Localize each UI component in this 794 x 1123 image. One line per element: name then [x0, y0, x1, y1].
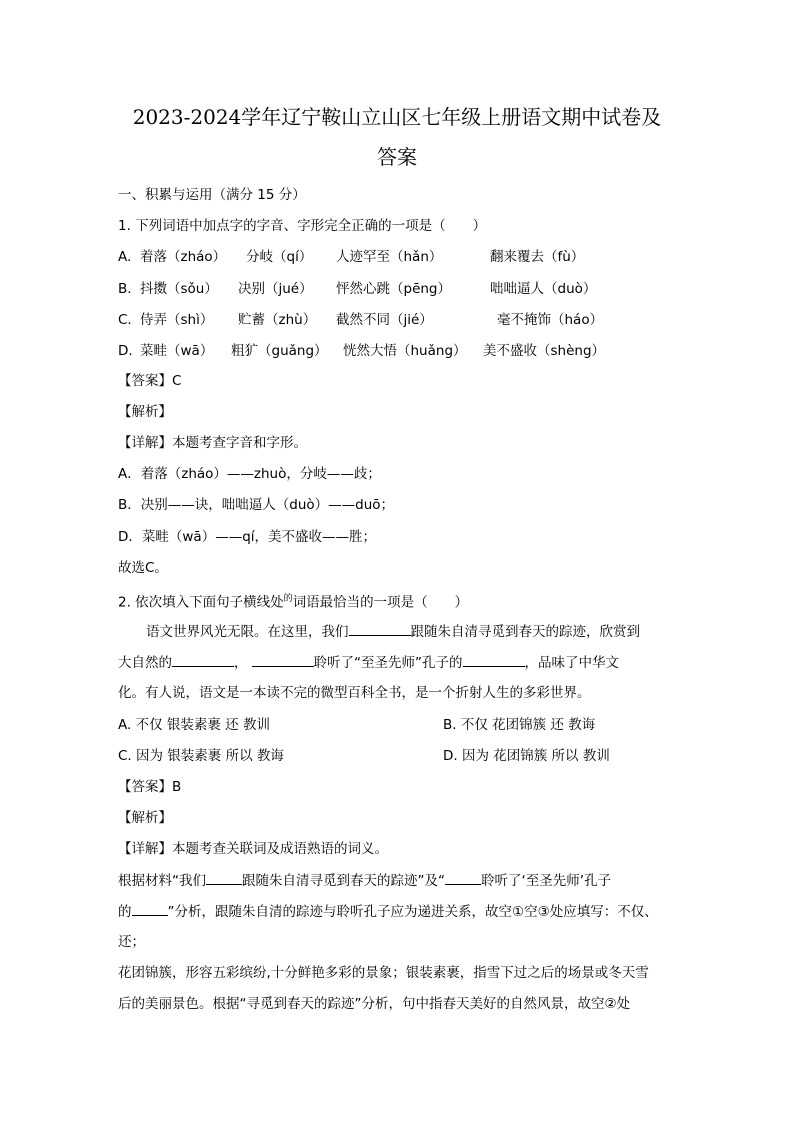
q2-detail: 【详解】本题考查关联词及成语熟语的词义。 — [118, 841, 388, 857]
q2-passage-line-1 — [146, 622, 640, 641]
q1-option-label: D. — [118, 343, 133, 359]
q2-option-c: C. 因为 银装素裹 所以 教诲 — [118, 748, 284, 764]
q1-detail-4: 故选C。 — [118, 560, 168, 576]
q1-option-item: 人迹罕至（hǎn） — [336, 249, 443, 265]
q2-stem-a: 2. 依次填入下面句子横线处 — [118, 594, 284, 611]
text: 语文世界风光无限。在这里，我们 — [146, 624, 349, 640]
q1-option-item: 怦然心跳（pēng） — [336, 281, 452, 297]
q2-explain-5: 后的美丽景色。根据“寻觅到春天的踪迹”分析，句中指春天美好的自然风景，故空②处 — [118, 996, 631, 1012]
q1-detail-2: B．决别——诀，咄咄逼人（duò）——duō； — [118, 497, 395, 513]
text: 聆听了“至圣先师”孔子的 — [313, 655, 463, 671]
q1-option-item: 着落（zháo） — [140, 249, 227, 265]
q1-detail-1: A．着落（zháo）——zhuò，分岐——歧； — [118, 466, 381, 482]
q2-answer: 【答案】B — [118, 779, 182, 795]
text: 聆听了‘至圣先师’孔子 — [481, 873, 612, 889]
q1-option-label: A. — [118, 249, 132, 265]
text: 根据材料“我们 — [118, 873, 206, 889]
q1-option-item: 菜畦（wā） — [140, 343, 214, 359]
title-line-2: 答案 — [377, 145, 417, 169]
q1-detail-0: 【详解】本题考查字音和字形。 — [118, 435, 307, 451]
q1-option-item: 侍弄（shì） — [140, 312, 214, 328]
q1-option-item: 分岐（qí） — [246, 249, 313, 265]
q1-option-item: 翻来覆去（fù） — [490, 249, 585, 265]
blank-1 — [349, 622, 411, 636]
q1-option-item: 抖擞（sǒu） — [140, 281, 218, 297]
blank — [206, 871, 242, 885]
title-line-1: 2023-2024学年辽宁鞍山立山区七年级上册语文期中试卷及 — [132, 105, 662, 129]
text: ，品味了中华文 — [524, 655, 619, 671]
q1-option-item: 贮蓄（zhù） — [238, 312, 317, 328]
q2-analysis: 【解析】 — [118, 810, 172, 826]
q2-explain-4: 花团锦簇，形容五彩缤纷,十分鲜艳多彩的景象；银装素裹，指雪下过之后的场景或冬天雪 — [118, 965, 649, 981]
blank-4 — [463, 653, 525, 667]
q2-passage-line-3: 化。有人说，语文是一本读不完的微型百科全书，是一个折射人生的多彩世界。 — [118, 685, 591, 701]
q1-option-item: 截然不同（jié） — [336, 312, 433, 328]
q1-option-label: C. — [118, 312, 132, 328]
text: 跟随朱自清寻觅到春天的踪迹，欣赏到 — [410, 624, 640, 640]
blank-2 — [172, 653, 234, 667]
q1-option-item: 咄咄逼人（duò） — [490, 281, 597, 297]
q1-answer: 【答案】C — [118, 373, 182, 389]
q2-explain-3: 还； — [118, 934, 145, 950]
text: 跟随朱自清寻觅到春天的踪迹”及“ — [242, 873, 445, 889]
text: ， — [234, 655, 248, 671]
blank — [132, 902, 168, 916]
q1-analysis: 【解析】 — [118, 404, 172, 420]
text: ”分析，跟随朱自清的踪迹与聆听孔子应为递进关系，故空①空③处应填写：不仅、 — [167, 904, 658, 920]
q1-option-item: 恍然大悟（huǎng） — [343, 343, 467, 359]
q1-stem: 1. 下列词语中加点字的字音、字形完全正确的一项是（ ） — [118, 218, 487, 234]
q1-option-item: 毫不掩饰（háo） — [497, 312, 604, 328]
section-heading: 一、积累与运用（满分 15 分） — [118, 187, 306, 203]
q1-option-item: 粗犷（guǎng） — [231, 343, 328, 359]
q2-stem-b: 词语最恰当的一项是（ ） — [292, 594, 469, 611]
q2-option-b: B. 不仅 花团锦簇 还 教诲 — [443, 717, 596, 733]
q2-explain-1 — [118, 871, 611, 890]
text: 的 — [118, 904, 132, 920]
q2-explain-2 — [118, 902, 658, 921]
text: 大自然的 — [118, 655, 172, 671]
q2-option-a: A. 不仅 银装素裹 还 教训 — [118, 717, 270, 733]
q1-detail-3: D．菜畦（wā）——qí，美不盛收——胜； — [118, 529, 377, 545]
q2-stem — [118, 590, 468, 612]
q2-option-d: D. 因为 花团锦簇 所以 教训 — [443, 748, 610, 764]
blank-3 — [252, 653, 314, 667]
blank — [445, 871, 481, 885]
q2-passage-line-2 — [118, 653, 619, 672]
q2-stem-sup: 的 — [283, 594, 293, 604]
q1-option-label: B. — [118, 281, 132, 297]
q1-option-item: 决别（jué） — [238, 281, 313, 297]
q1-option-item: 美不盛收（shèng） — [483, 343, 606, 359]
